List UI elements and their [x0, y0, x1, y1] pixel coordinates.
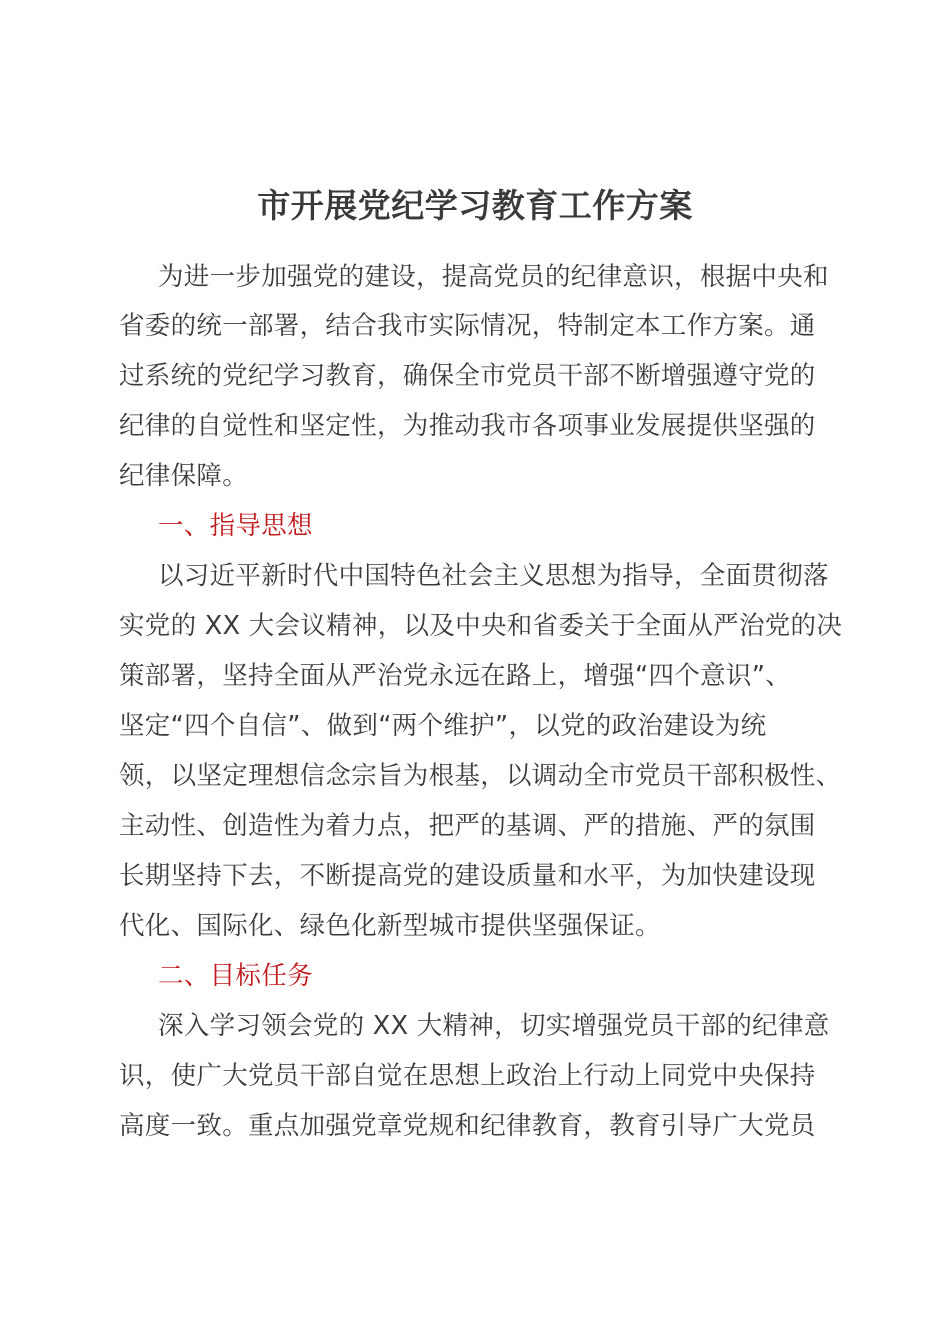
paragraph-line: 代化、国际化、绿色化新型城市提供坚强保证。	[119, 911, 661, 941]
paragraph-line: 实党的 XX 大会议精神，以及中央和省委关于全面从严治党的决	[119, 611, 843, 641]
paragraph-line: 策部署，坚持全面从严治党永远在路上，增强“四个意识”、	[119, 661, 792, 691]
paragraph-line: 坚定“四个自信”、做到“两个维护”，以党的政治建设为统	[119, 711, 767, 741]
paragraph-line: 为进一步加强党的建设，提高党员的纪律意识，根据中央和	[158, 262, 829, 292]
paragraph-line: 长期坚持下去，不断提高党的建设质量和水平，为加快建设现	[119, 861, 816, 891]
paragraph-line: 过系统的党纪学习教育，确保全市党员干部不断增强遵守党的	[119, 361, 816, 391]
section-heading: 一、指导思想	[158, 511, 313, 541]
paragraph-line: 主动性、创造性为着力点，把严的基调、严的措施、严的氛围	[119, 811, 816, 841]
paragraph-line: 深入学习领会党的 XX 大精神，切实增强党员干部的纪律意	[158, 1011, 830, 1041]
section-heading: 二、目标任务	[158, 961, 313, 991]
paragraph-line: 以习近平新时代中国特色社会主义思想为指导，全面贯彻落	[158, 561, 829, 591]
document-title: 市开展党纪学习教育工作方案	[257, 186, 693, 225]
paragraph-line: 省委的统一部署，结合我市实际情况，特制定本工作方案。通	[119, 311, 816, 341]
paragraph-line: 高度一致。重点加强党章党规和纪律教育，教育引导广大党员	[119, 1111, 816, 1141]
paragraph-line: 纪律保障。	[119, 461, 249, 491]
paragraph-line: 领，以坚定理想信念宗旨为根基，以调动全市党员干部积极性、	[119, 761, 842, 791]
paragraph-line: 识，使广大党员干部自觉在思想上政治上行动上同党中央保持	[119, 1061, 816, 1091]
paragraph-line: 纪律的自觉性和坚定性，为推动我市各项事业发展提供坚强的	[119, 411, 816, 441]
